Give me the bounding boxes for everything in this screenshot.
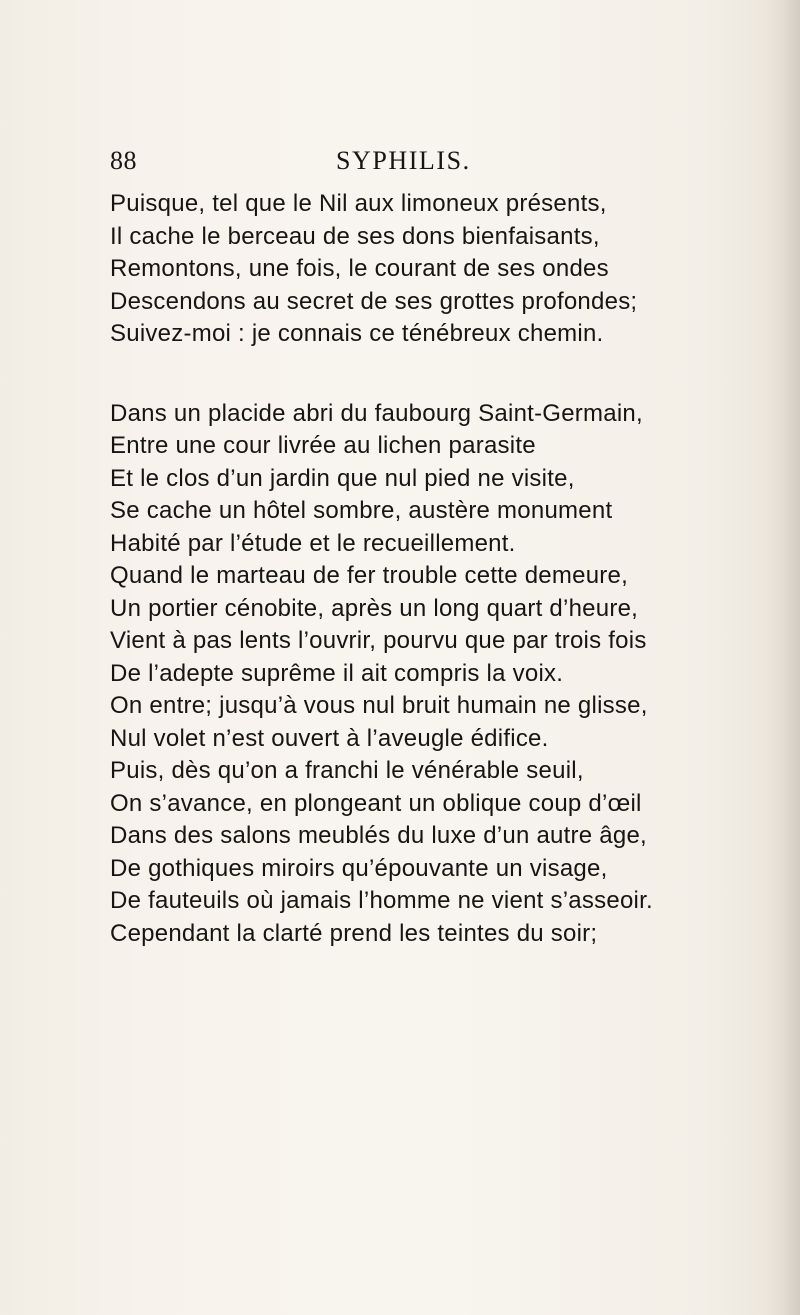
stanza-1 xyxy=(110,188,670,351)
verse-line: Un portier cénobite, après un long quart d’heure, xyxy=(110,594,639,622)
verse-line: Vient à pas lents l’ouvrir, pourvu que par trois fois xyxy=(110,627,647,654)
running-title: SYPHILIS. xyxy=(336,146,471,175)
page-header xyxy=(110,146,670,176)
verse-line: Dans un placide abri du faubourg Saint-Germain, xyxy=(110,399,643,427)
verse-line: On s’avance, en plongeant un oblique coup d’œil xyxy=(110,789,642,817)
poem-text xyxy=(110,188,670,950)
verse-line: Descendons au secret de ses grottes profondes; xyxy=(110,287,638,315)
page-edge-shadow xyxy=(766,0,800,1315)
verse-line: Habité par l’étude et le recueillement. xyxy=(110,529,516,557)
verse-line: De gothiques miroirs qu’épouvante un visage, xyxy=(110,854,608,882)
verse-line: De l’adepte suprême il ait compris la voix. xyxy=(110,659,564,687)
verse-line: Et le clos d’un jardin que nul pied ne visite, xyxy=(110,464,575,492)
verse-line: Se cache un hôtel sombre, austère monument xyxy=(110,497,613,524)
verse-line: Dans des salons meublés du luxe d’un autre âge, xyxy=(110,822,647,849)
verse-line: On entre; jusqu’à vous nul bruit humain ne glisse, xyxy=(110,692,648,719)
verse-line: Il cache le berceau de ses dons bienfaisants, xyxy=(110,222,600,250)
verse-line: Cependant la clarté prend les teintes du soir; xyxy=(110,919,598,947)
verse-line: Nul volet n’est ouvert à l’aveugle édifice. xyxy=(110,724,549,752)
verse-line: De fauteuils où jamais l’homme ne vient s’asseoir. xyxy=(110,887,653,914)
verse-line: Remontons, une fois, le courant de ses ondes xyxy=(110,255,609,282)
verse-line: Suivez-moi : je connais ce ténébreux chemin. xyxy=(110,320,604,347)
page-number: 88 xyxy=(110,146,138,175)
verse-line: Entre une cour livrée au lichen parasite xyxy=(110,432,536,459)
verse-line: Puisque, tel que le Nil aux limoneux présents, xyxy=(110,190,607,217)
verse-line: Puis, dès qu’on a franchi le vénérable seuil, xyxy=(110,757,584,784)
verse-line: Quand le marteau de fer trouble cette demeure, xyxy=(110,562,629,589)
stanza-2 xyxy=(110,398,670,951)
